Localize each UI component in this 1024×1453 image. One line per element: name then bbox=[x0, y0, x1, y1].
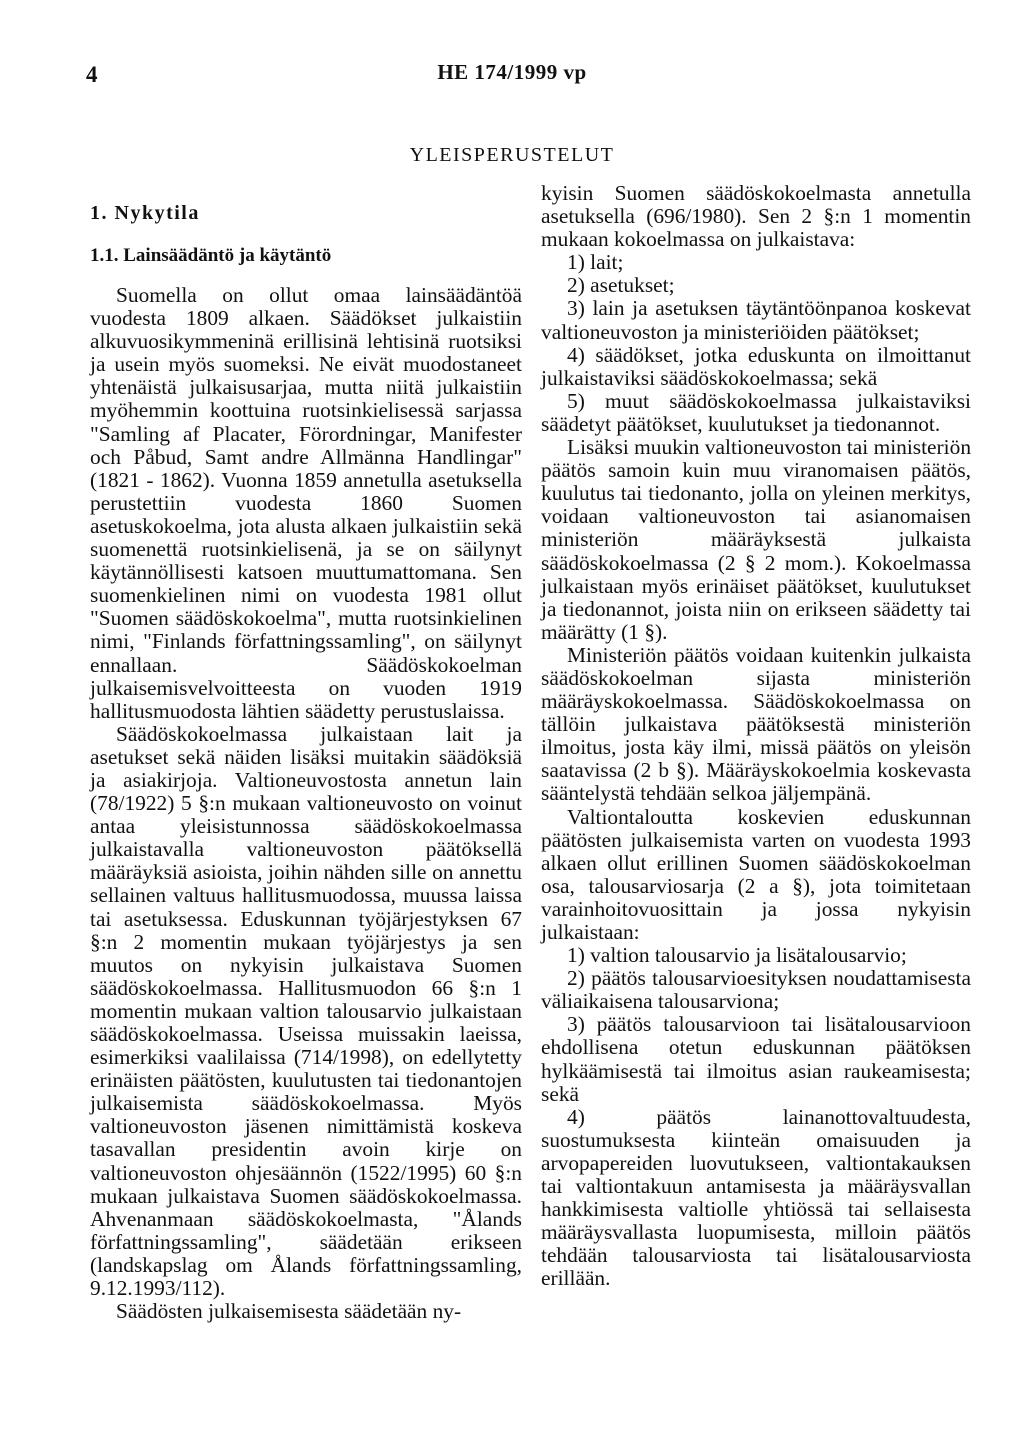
list-item: 4) säädökset, jotka eduskunta on ilmoittanut julkaistaviksi säädöskokoelmassa; sekä bbox=[541, 342, 971, 390]
heading-lainsaadanto: 1.1. Lainsäädäntö ja käytäntö bbox=[90, 245, 332, 266]
paragraph: Säädösten julkaisemisesta säädetään ny- bbox=[116, 1299, 462, 1324]
list-item: 3) lain ja asetuksen täytäntöönpanoa koskevat valtioneuvoston ja ministeriöiden päätökset; bbox=[541, 296, 971, 344]
paragraph: Lisäksi muukin valtioneuvoston tai ministeriön päätös samoin kuin muu viranomaisen päätös, kuulutus tai tiedonanto, jolla on yleinen merkitys, voidaan valtioneuvoston tai asianomaisen ministeriön määräyksestä julkaista säädöskokoelmassa (2 § 2 mom.). Kokoelmassa julkaistaan myös erinäiset päätökset, kuulutukset ja tiedonannot, joista niin on erikseen säädetty tai määrätty (1 §). bbox=[541, 435, 972, 644]
right-column bbox=[541, 182, 971, 1291]
section-title: YLEISPERUSTELUT bbox=[409, 144, 615, 166]
paragraph: Ministeriön päätös voidaan kuitenkin julkaista säädöskokoelman sijasta ministeriön määräyskokoelmassa. Säädöskokoelmassa on tällöin julkaistava päätöksestä ministeriön ilmoitus, josta käy ilmi, missä päätös on yleisön saatavissa (2 b §). Määräyskokoelmia koskevasta sääntelystä tehdään selkoa jäljempänä. bbox=[541, 642, 971, 806]
left-column bbox=[90, 284, 522, 1323]
paragraph: Valtiontaloutta koskevien eduskunnan päätösten julkaisemista varten on vuodesta 1993 alkaen ollut erillinen Suomen säädöskokoelman osa, talousarviosarja (2 a §), jota toimitetaan varainhoitovuosittain ja jossa nykyisin julkaistaan: bbox=[541, 804, 971, 944]
list-item: 5) muut säädöskokoelmassa julkaistaviksi säädetyt päätökset, kuulutukset ja tiedonannot. bbox=[541, 388, 971, 436]
paragraph: Suomella on ollut omaa lainsäädäntöä vuodesta 1809 alkaen. Säädökset julkaistiin alkuvuosikymmeninä erillisinä lehtisinä ruotsiksi ja usein myös suomeksi. Ne eivät muodostaneet yhtenäistä julkaisusarjaa, mutta niitä julkaistiin myöhemmin koottuina ruotsinkielisessä sarjassa "Samling af Placater, Förordningar, Manifester och Påbud, Samt andre Allmänna Handlingar" (1821 - 1862). Vuonna 1859 annetulla asetuksella perustettiin vuodesta 1860 Suomen asetuskokoelma, jota alusta alkaen julkaistiin sekä suomenettä ruotsinkielisenä, ja se on säilynyt käytännöllisesti katsoen muuttumattomana. Sen suomenkielinen nimi on vuodesta 1981 ollut "Suomen säädöskokoelma", mutta ruotsinkielinen nimi, "Finlands författningssamling", on säilynyt ennallaan. Säädöskokoelman julkaisemisvelvoitteesta on vuoden 1919 hallitusmuodosta lähtien säädetty perustuslaissa. bbox=[90, 283, 522, 723]
paragraph: Säädöskokoelmassa julkaistaan lait ja asetukset sekä näiden lisäksi muitakin säädöksiä ja asiakirjoja. Valtioneuvostosta annetun lain (78/1922) 5 §:n mukaan valtioneuvosto on voinut antaa yleisistunnossa säädöskokoelmassa julkaistavalla valtioneuvoston päätöksellä määräyksiä asioista, joihin nähden sille on annettu sellainen valtuus hallitusmuodossa, muussa laissa tai asetuksessa. Eduskunnan työjärjestyksen 67 §:n 2 momentin mukaan työjärjestys ja sen muutos on nykyisin julkaistava Suomen säädöskokoelmassa. Hallitusmuodon 66 §:n 1 momentin mukaan valtion talousarvio julkaistaan säädöskokoelmassa. Useissa muissakin laeissa, esimerkiksi vaalilaissa (714/1998), on edellytetty erinäisten päätösten, kuulutusten tai tiedonantojen julkaisemista säädöskokoelmassa. Myös valtioneuvoston jäsenen nimittämistä koskeva tasavallan presidentin avoin kirje on valtioneuvoston ohjesäännön (1522/1995) 60 §:n mukaan julkaistava Suomen säädöskokoelmassa. Ahvenanmaan säädöskokoelmasta, "Ålands författningssamling", säädetään erikseen (landskapslag om Ålands författningssamling, 9.12.1993/112). bbox=[90, 721, 522, 1301]
page-number: 4 bbox=[86, 62, 98, 87]
document-id: HE 174/1999 vp bbox=[437, 60, 587, 84]
list-item: 4) päätös lainanottovaltuudesta, suostumuksesta kiinteän omaisuuden ja arvopapereiden luovutukseen, valtiontakauksen tai valtiontakuun antamisesta ja määräysvallan hankkimisesta valtiolle yhtiössä tai sellaisesta määräysvallasta luopumisesta, milloin päätös tehdään talousarviosta tai lisätalousarviosta erillään. bbox=[541, 1104, 971, 1291]
paragraph: kyisin Suomen säädöskokoelmasta annetulla asetuksella (696/1980). Sen 2 §:n 1 momentin mukaan kokoelmassa on julkaistava: bbox=[541, 181, 971, 252]
list-item: 2) asetukset; bbox=[567, 273, 675, 298]
heading-nykytila: 1. Nykytila bbox=[90, 202, 200, 224]
list-item: 1) valtion talousarvio ja lisätalousarvio; bbox=[567, 943, 907, 968]
list-item: 1) lait; bbox=[567, 250, 624, 275]
list-item: 3) päätös talousarvioon tai lisätalousarvioon ehdollisena otetun eduskunnan päätöksen hylkäämisestä tai ilmoitus asian raukeamisesta; sekä bbox=[541, 1012, 971, 1106]
list-item: 2) päätös talousarvioesityksen noudattamisesta väliaikaisena talousarviona; bbox=[541, 966, 971, 1014]
